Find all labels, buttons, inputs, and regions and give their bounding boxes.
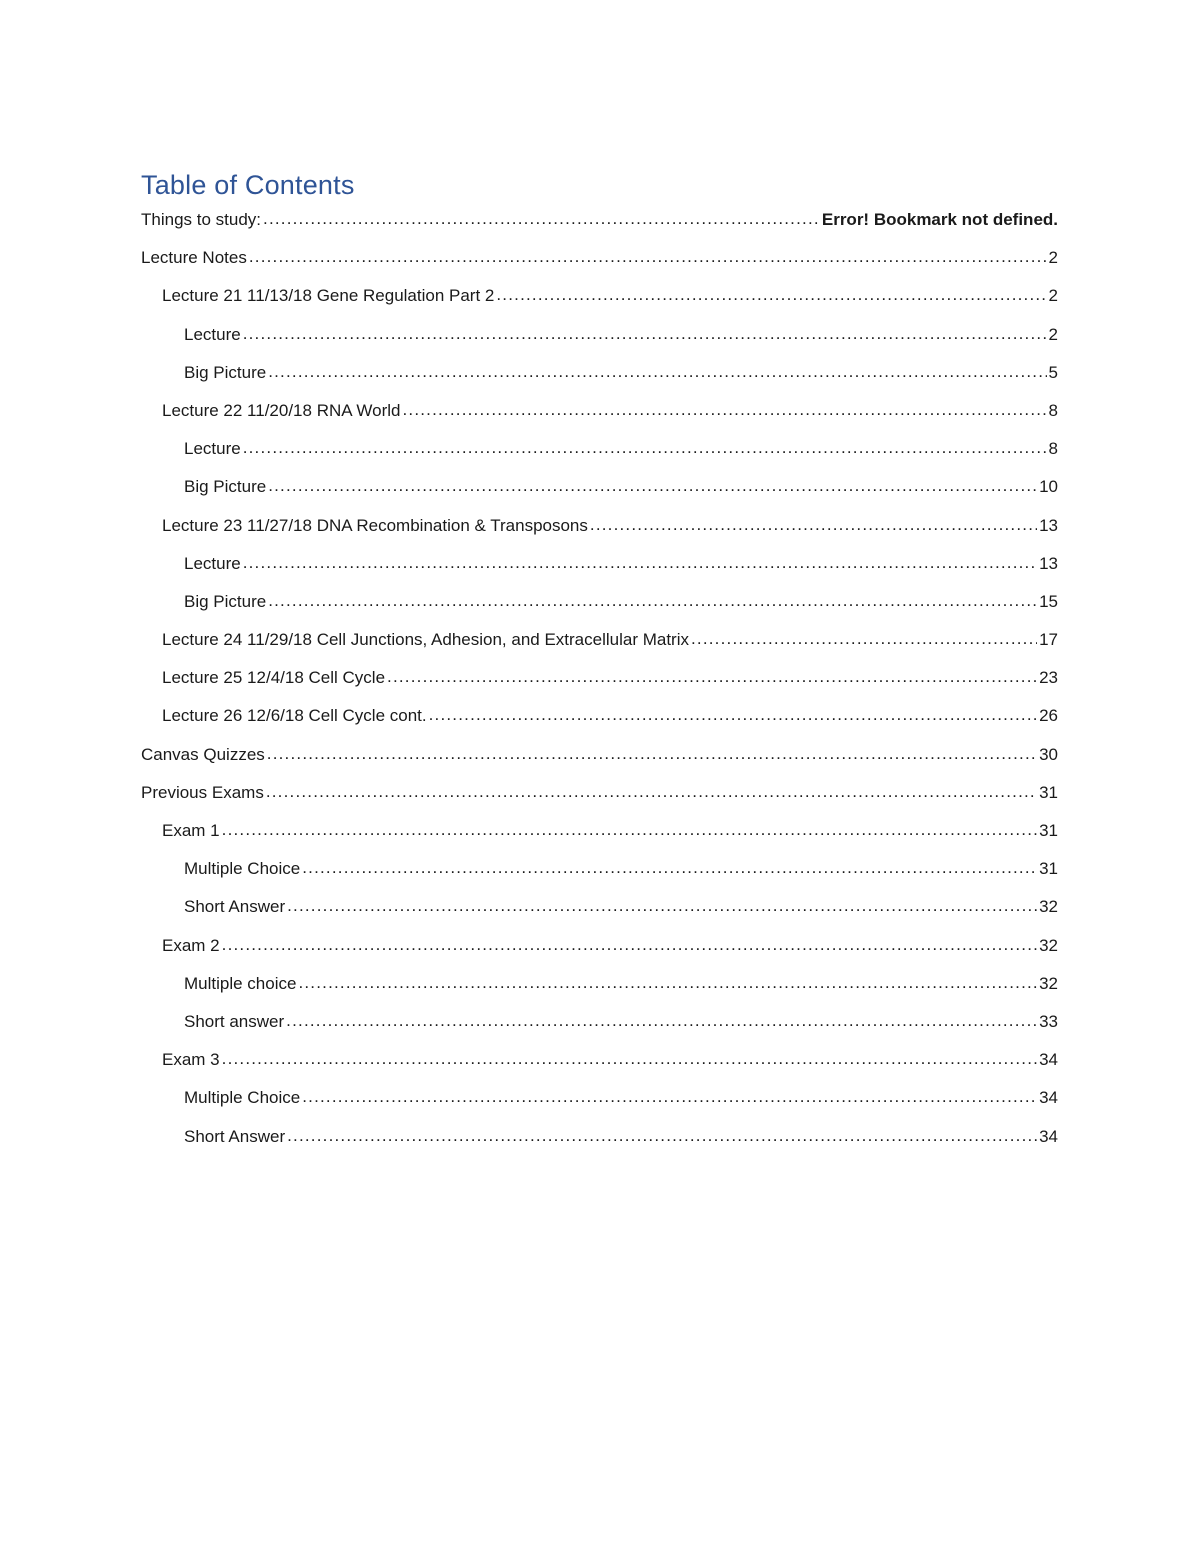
toc-entry-page-number[interactable]: 2 bbox=[1048, 324, 1058, 344]
toc-entry[interactable] bbox=[141, 623, 1058, 661]
toc-entry-page-number[interactable]: Error! Bookmark not defined. bbox=[821, 210, 1058, 229]
toc-dot-leader bbox=[302, 851, 1037, 885]
toc-dot-leader bbox=[268, 355, 1046, 389]
toc-entry[interactable] bbox=[141, 929, 1058, 967]
toc-dot-leader bbox=[496, 278, 1046, 312]
toc-dot-leader bbox=[286, 1004, 1037, 1038]
toc-entry-page-number[interactable]: 15 bbox=[1039, 591, 1058, 611]
toc-entry-label[interactable]: Lecture 24 11/29/18 Cell Junctions, Adhesion, and Extracellular Matrix bbox=[162, 630, 689, 650]
toc-entry[interactable] bbox=[141, 509, 1058, 547]
toc-entry-page-number[interactable]: 31 bbox=[1039, 821, 1058, 840]
toc-entry-page-number[interactable]: 32 bbox=[1039, 973, 1058, 993]
toc-entry[interactable] bbox=[141, 1043, 1058, 1081]
toc-entry-page-number[interactable]: 8 bbox=[1048, 400, 1058, 420]
toc-entry-page-number[interactable]: 13 bbox=[1039, 553, 1058, 573]
toc-entry-page-number[interactable]: 34 bbox=[1039, 1126, 1058, 1146]
toc-entry[interactable] bbox=[141, 241, 1058, 279]
toc-dot-leader bbox=[302, 1080, 1037, 1114]
toc-entry-label[interactable]: Lecture bbox=[184, 324, 241, 344]
toc-dot-leader bbox=[267, 737, 1037, 771]
toc-dot-leader bbox=[590, 508, 1037, 542]
toc-entry-label[interactable]: Lecture 26 12/6/18 Cell Cycle cont. bbox=[162, 706, 427, 726]
toc-dot-leader bbox=[298, 966, 1037, 1000]
toc-entry-label[interactable]: Multiple Choice bbox=[184, 859, 301, 879]
toc-entry-page-number[interactable]: 17 bbox=[1039, 630, 1058, 650]
toc-dot-leader bbox=[243, 431, 1047, 465]
toc-dot-leader bbox=[263, 202, 820, 236]
toc-dot-leader bbox=[691, 622, 1037, 656]
toc-entry[interactable] bbox=[141, 699, 1058, 737]
toc-entry[interactable] bbox=[141, 738, 1058, 776]
toc-entry[interactable] bbox=[141, 661, 1058, 699]
toc-entry[interactable] bbox=[141, 279, 1058, 317]
toc-dot-leader bbox=[402, 393, 1046, 427]
toc-dot-leader bbox=[287, 1119, 1037, 1153]
toc-entry-page-number[interactable]: 32 bbox=[1039, 897, 1058, 917]
toc-entry[interactable] bbox=[141, 1120, 1058, 1158]
toc-entry-page-number[interactable]: 31 bbox=[1039, 782, 1058, 802]
toc-entry-page-number[interactable]: 8 bbox=[1048, 439, 1058, 459]
toc-dot-leader bbox=[249, 240, 1047, 274]
toc-entry-label[interactable]: Lecture 21 11/13/18 Gene Regulation Part 2 bbox=[162, 286, 495, 306]
toc-dot-leader bbox=[266, 775, 1037, 809]
toc-entry-label[interactable]: Lecture Notes bbox=[141, 248, 247, 268]
toc-entry-label[interactable]: Previous Exams bbox=[141, 782, 264, 802]
toc-dot-leader bbox=[222, 928, 1037, 962]
toc-dot-leader bbox=[287, 889, 1037, 923]
toc-entry-label[interactable]: Short answer bbox=[184, 1011, 285, 1031]
toc-title: Table of Contents bbox=[141, 170, 355, 200]
toc-entry[interactable] bbox=[141, 203, 1058, 241]
toc-entry[interactable] bbox=[141, 585, 1058, 623]
toc-entry-label[interactable]: Canvas Quizzes bbox=[141, 744, 265, 764]
toc-entry-label[interactable]: Exam 1 bbox=[162, 821, 220, 840]
toc-entry-page-number[interactable]: 10 bbox=[1039, 477, 1058, 497]
toc-entry[interactable] bbox=[141, 890, 1058, 928]
toc-entry[interactable] bbox=[141, 814, 1058, 852]
toc-entry-page-number[interactable]: 26 bbox=[1039, 706, 1058, 726]
toc-entry[interactable] bbox=[141, 318, 1058, 356]
toc-entry[interactable] bbox=[141, 852, 1058, 890]
toc-entry[interactable] bbox=[141, 967, 1058, 1005]
toc-entry[interactable] bbox=[141, 394, 1058, 432]
toc-entry-label[interactable]: Lecture 25 12/4/18 Cell Cycle bbox=[162, 668, 386, 688]
toc-entry-label[interactable]: Things to study: bbox=[141, 210, 262, 229]
toc-entry-label[interactable]: Big Picture bbox=[184, 362, 267, 382]
toc-entry[interactable] bbox=[141, 470, 1058, 508]
toc-dot-leader bbox=[268, 584, 1037, 618]
toc-entry[interactable] bbox=[141, 432, 1058, 470]
toc-dot-leader bbox=[243, 546, 1037, 580]
toc-entry-label[interactable]: Exam 2 bbox=[162, 935, 220, 955]
toc-dot-leader bbox=[222, 813, 1037, 847]
toc-entry-label[interactable]: Short Answer bbox=[184, 897, 286, 917]
toc-entry[interactable] bbox=[141, 776, 1058, 814]
toc-entry-label[interactable]: Lecture 23 11/27/18 DNA Recombination & Transposons bbox=[162, 515, 588, 535]
toc-entry-page-number[interactable]: 32 bbox=[1039, 935, 1058, 955]
toc-entry-label[interactable]: Lecture bbox=[184, 439, 241, 459]
toc-dot-leader bbox=[222, 1042, 1037, 1076]
toc-entry-label[interactable]: Lecture 22 11/20/18 RNA World bbox=[162, 400, 401, 420]
toc-entry-page-number[interactable]: 2 bbox=[1048, 286, 1058, 306]
toc-entry[interactable] bbox=[141, 356, 1058, 394]
toc-entry-label[interactable]: Multiple choice bbox=[184, 973, 297, 993]
toc-entry-label[interactable]: Lecture bbox=[184, 553, 241, 573]
toc-entry-page-number[interactable]: 5 bbox=[1048, 362, 1058, 382]
toc-entry-page-number[interactable]: 31 bbox=[1039, 859, 1058, 879]
toc-entry-page-number[interactable]: 34 bbox=[1039, 1050, 1058, 1070]
toc-entry-page-number[interactable]: 13 bbox=[1039, 515, 1058, 535]
toc-dot-leader bbox=[429, 698, 1037, 732]
toc-entry-page-number[interactable]: 33 bbox=[1039, 1011, 1058, 1031]
toc-entry[interactable] bbox=[141, 1005, 1058, 1043]
toc-dot-leader bbox=[387, 660, 1037, 694]
toc-entry-label[interactable]: Exam 3 bbox=[162, 1050, 220, 1070]
toc-entry-page-number[interactable]: 30 bbox=[1039, 744, 1058, 764]
toc-entry-label[interactable]: Big Picture bbox=[184, 591, 267, 611]
toc-entry-label[interactable]: Multiple Choice bbox=[184, 1088, 301, 1108]
toc-entry-page-number[interactable]: 34 bbox=[1039, 1088, 1058, 1108]
toc-entry[interactable] bbox=[141, 547, 1058, 585]
toc-entry-page-number[interactable]: 23 bbox=[1039, 668, 1058, 688]
toc-entry-label[interactable]: Big Picture bbox=[184, 477, 267, 497]
toc-entry-page-number[interactable]: 2 bbox=[1048, 248, 1058, 268]
toc-entry[interactable] bbox=[141, 1081, 1058, 1119]
toc-list bbox=[141, 203, 1058, 1158]
toc-entry-label[interactable]: Short Answer bbox=[184, 1126, 286, 1146]
toc-dot-leader bbox=[243, 317, 1047, 351]
toc-dot-leader bbox=[268, 469, 1037, 503]
